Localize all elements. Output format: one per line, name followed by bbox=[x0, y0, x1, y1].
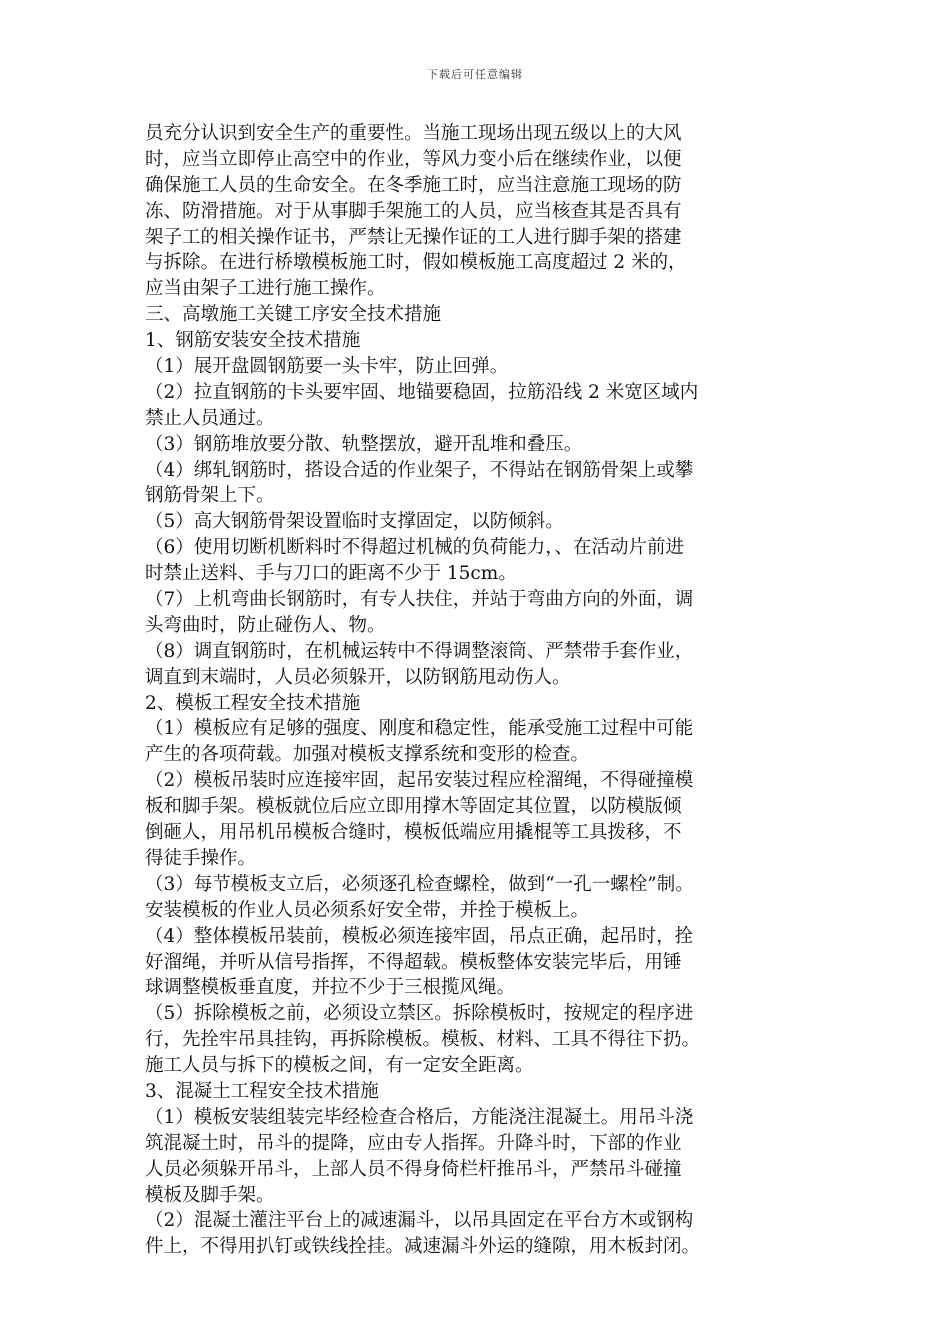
text-line: 时，应当立即停止高空中的作业，等风力变小后在继续作业，以便 bbox=[145, 148, 682, 170]
text-line: 板和脚手架。模板就位后应立即用撑木等固定其位置，以防模版倾 bbox=[145, 796, 682, 818]
text-line: 2、模板工程安全技术措施 bbox=[145, 692, 361, 714]
text-line: 产生的各项荷载。加强对模板支撑系统和变形的检查。 bbox=[145, 744, 590, 766]
text-line: （7）上机弯曲长钢筋时，有专人扶住，并站于弯曲方向的外面，调 bbox=[145, 589, 694, 611]
text-line: 安装模板的作业人员必须系好安全带，并拴于模板上。 bbox=[145, 899, 590, 921]
text-line: 模板及脚手架。 bbox=[145, 1184, 275, 1206]
text-line: 3、混凝土工程安全技术措施 bbox=[145, 1080, 379, 1102]
text-line: （1）展开盘圆钢筋要一头卡牢，防止回弹。 bbox=[145, 356, 509, 378]
text-line: （2）混凝土灌注平台上的减速漏斗，以吊具固定在平台方木或钢构 bbox=[145, 1210, 694, 1232]
text-line: 应当由架子工进行施工操作。 bbox=[145, 278, 386, 300]
text-line: 倒砸人，用吊机吊模板合缝时，模板低端应用撬棍等工具拨移，不 bbox=[145, 822, 682, 844]
text-line: 冻、防滑措施。对于从事脚手架施工的人员，应当核查其是否具有 bbox=[145, 200, 682, 222]
text-line: 调直到末端时，人员必须躲开，以防钢筋甩动伤人。 bbox=[145, 666, 571, 688]
text-line: （3）钢筋堆放要分散、轨整摆放，避开乱堆和叠压。 bbox=[145, 433, 583, 455]
text-line: 行，先拴牢吊具挂钩，再拆除模板。模板、材料、工具不得往下扔。 bbox=[145, 1029, 701, 1051]
text-line: 时禁止送料、手与刀口的距离不少于 15cm。 bbox=[145, 563, 517, 585]
text-line: 1、钢筋安装安全技术措施 bbox=[145, 330, 361, 352]
text-line: 筑混凝土时，吊斗的提降，应由专人指挥。升降斗时，下部的作业 bbox=[145, 1132, 682, 1154]
text-line: （4）整体模板吊装前，模板必须连接牢固，吊点正确，起吊时，拴 bbox=[145, 925, 694, 947]
text-line: 架子工的相关操作证书，严禁让无操作证的工人进行脚手架的搭建 bbox=[145, 226, 682, 248]
text-line: （5）拆除模板之前，必须设立禁区。拆除模板时，按规定的程序进 bbox=[145, 1003, 694, 1025]
text-line: 与拆除。在进行桥墩模板施工时，假如模板施工高度超过 2 米的， bbox=[145, 252, 687, 274]
text-line: 得徒手操作。 bbox=[145, 847, 257, 869]
text-line: 人员必须躲开吊斗，上部人员不得身倚栏杆推吊斗，严禁吊斗碰撞 bbox=[145, 1158, 682, 1180]
text-line: （6）使用切断机断料时不得超过机械的负荷能力，、在活动片前进 bbox=[145, 537, 685, 559]
text-line: 钢筋骨架上下。 bbox=[145, 485, 275, 507]
text-line: 好溜绳，并听从信号指挥，不得超载。模板整体安装完毕后，用锤 bbox=[145, 951, 682, 973]
text-line: （5）高大钢筋骨架设置临时支撑固定，以防倾斜。 bbox=[145, 511, 564, 533]
text-line: 件上，不得用扒钉或铁线拴挂。减速漏斗外运的缝隙，用木板封闭。 bbox=[145, 1236, 701, 1258]
text-line: 施工人员与拆下的模板之间，有一定安全距离。 bbox=[145, 1055, 534, 1077]
text-line: （2）模板吊装时应连接牢固，起吊安装过程应栓溜绳，不得碰撞模 bbox=[145, 770, 694, 792]
text-line: 确保施工人员的生命安全。在冬季施工时，应当注意施工现场的防 bbox=[145, 174, 682, 196]
text-line: 球调整模板垂直度，并拉不少于三根揽风绳。 bbox=[145, 977, 516, 999]
text-line: 三、高墩施工关键工序安全技术措施 bbox=[145, 304, 442, 326]
text-line: 禁止人员通过。 bbox=[145, 407, 275, 429]
text-line: 员充分认识到安全生产的重要性。当施工现场出现五级以上的大风 bbox=[145, 123, 682, 144]
document-body bbox=[145, 121, 825, 1260]
page-header: 下载后可任意编辑 bbox=[427, 68, 523, 81]
text-line: （4）绑轧钢筋时，搭设合适的作业架子，不得站在钢筋骨架上或攀 bbox=[145, 459, 694, 481]
text-line: （8）调直钢筋时，在机械运转中不得调整滚筒、严禁带手套作业， bbox=[145, 640, 694, 662]
text-line: （2）拉直钢筋的卡头要牢固、地锚要稳固，拉筋沿线 2 米宽区域内 bbox=[145, 381, 699, 403]
text-line: 头弯曲时，防止碰伤人、物。 bbox=[145, 614, 386, 636]
text-line: （3）每节模板支立后，必须逐孔检查螺栓，做到“一孔一螺栓”制。 bbox=[145, 873, 694, 895]
text-line: （1）模板安装组装完毕经检查合格后，方能浇注混凝土。用吊斗浇 bbox=[145, 1106, 694, 1128]
text-line: （1）模板应有足够的强度、刚度和稳定性，能承受施工过程中可能 bbox=[145, 718, 694, 740]
